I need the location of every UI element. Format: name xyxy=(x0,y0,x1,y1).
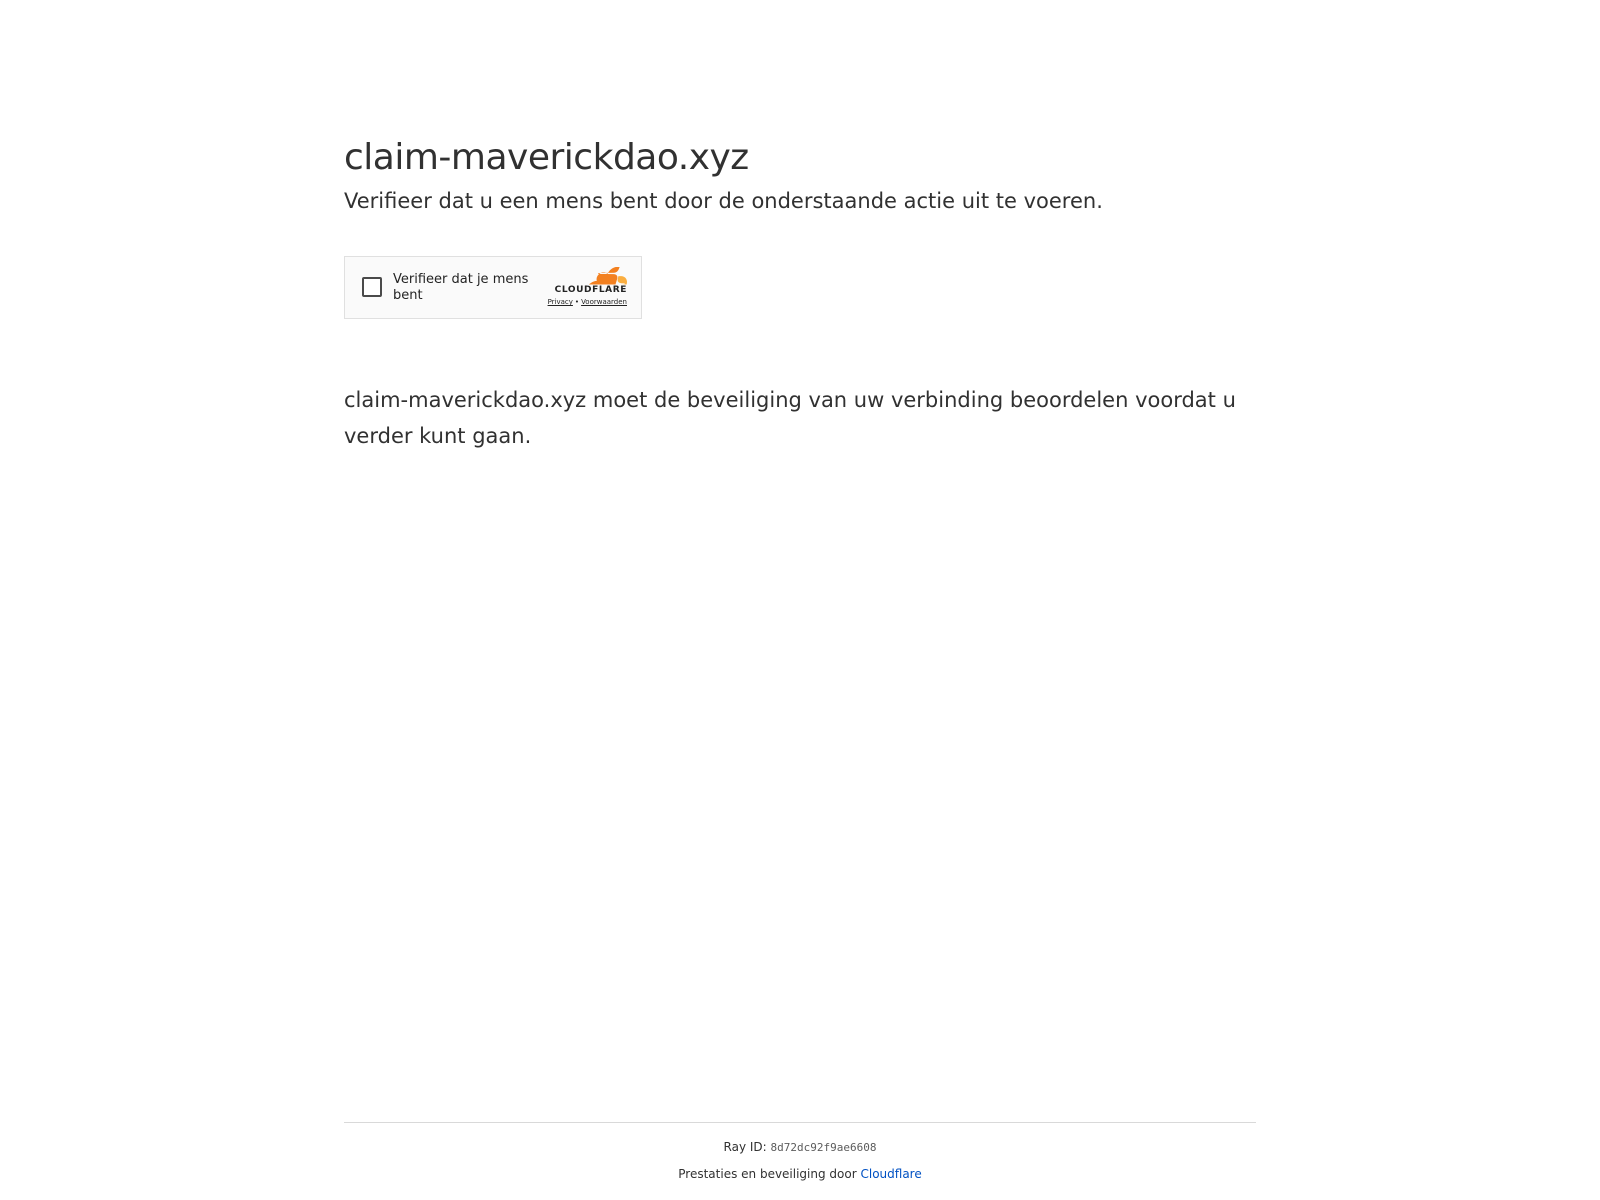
performance-line xyxy=(344,1166,1256,1182)
performance-text: Prestaties en beveiliging door xyxy=(678,1167,857,1181)
cloudflare-link[interactable]: Cloudflare xyxy=(860,1167,922,1181)
privacy-link[interactable]: Privacy xyxy=(547,298,573,306)
human-verification-checkbox[interactable] xyxy=(362,277,382,297)
cloudflare-logo xyxy=(537,267,627,307)
terms-link[interactable]: Voorwaarden xyxy=(581,298,627,306)
ray-id-label: Ray ID: xyxy=(723,1140,767,1154)
footer xyxy=(344,1122,1256,1182)
cloudflare-cloud-icon xyxy=(589,267,627,285)
widget-links xyxy=(537,298,627,307)
turnstile-widget xyxy=(344,256,642,319)
cloudflare-wordmark: CLOUDFLARE xyxy=(554,285,627,295)
checkbox-label: Verifieer dat je mens bent xyxy=(393,272,529,303)
page-subtitle: Verifieer dat u een mens bent door de onderstaande actie uit te voeren. xyxy=(344,189,1103,213)
ray-id-line xyxy=(344,1139,1256,1156)
main-content xyxy=(344,130,1256,448)
page-title: claim-maverickdao.xyz xyxy=(344,137,749,178)
ray-id-value: 8d72dc92f9ae6608 xyxy=(770,1141,877,1154)
link-separator: • xyxy=(574,298,580,306)
security-message: claim-maverickdao.xyz moet de beveiliging van uw verbinding beoordelen voordat u verder kunt gaan. xyxy=(344,388,1236,448)
